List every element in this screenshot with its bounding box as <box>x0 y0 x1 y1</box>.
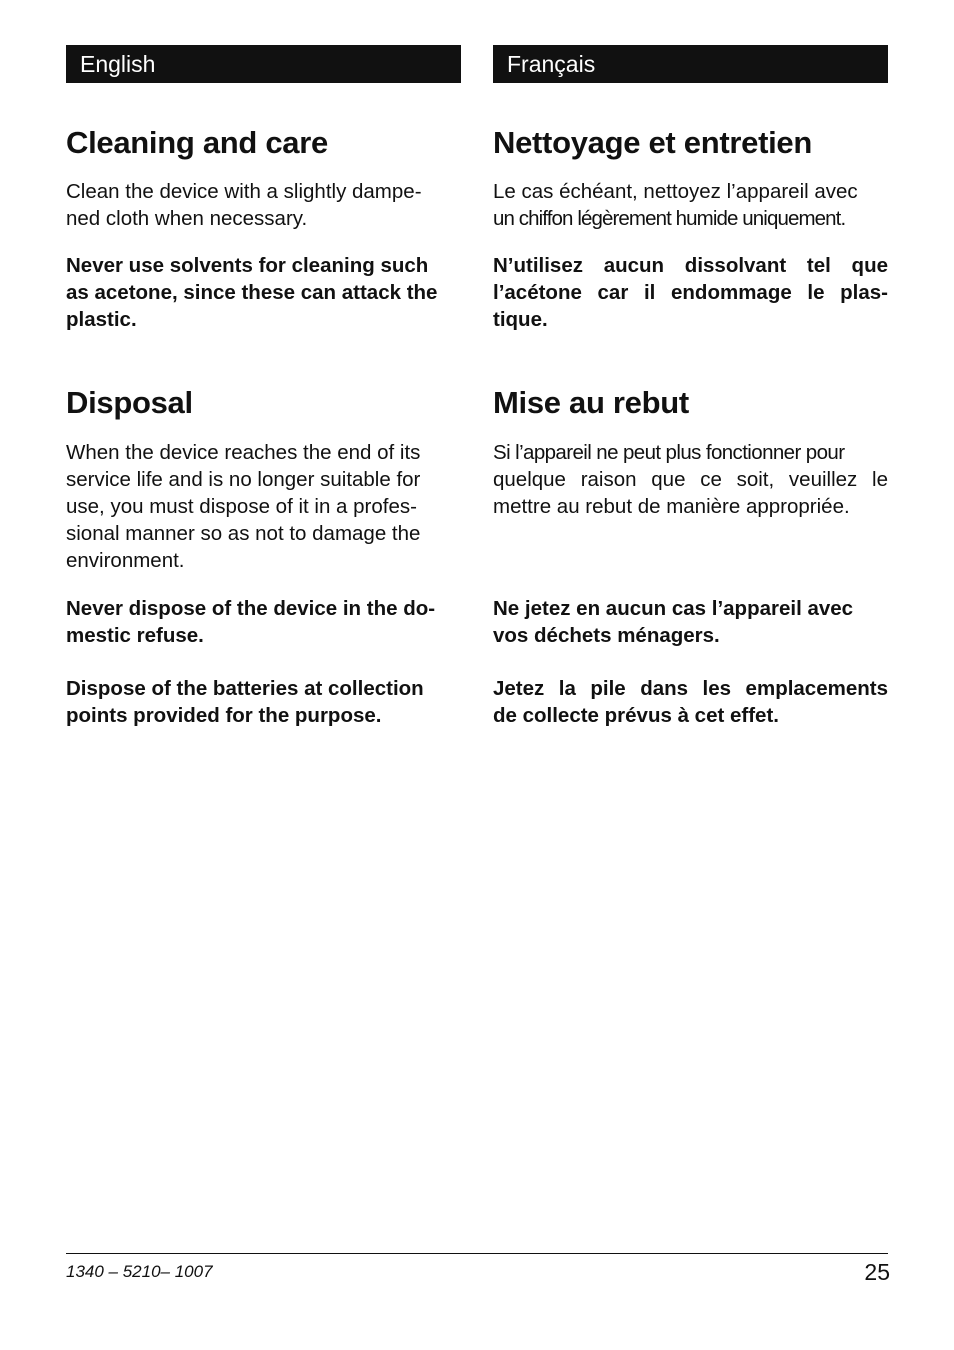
language-header-english: English <box>66 45 461 83</box>
cleaning-warning: Never use solvents for cleaning such as acetone, since these can attack the plastic. <box>66 254 438 331</box>
disposal-text: When the device reaches the end of its service life and is no longer suitable for use, you must dispose of it in a profes- sional manner so as not to damage the environment. <box>66 441 421 572</box>
english-column <box>66 45 461 727</box>
cleaning-title-fr: Nettoyage et entretien <box>493 125 812 160</box>
footer-divider <box>66 1253 888 1254</box>
language-header-french: Français <box>493 45 888 83</box>
disposal-warning-1: Never dispose of the device in the do- mestic refuse. <box>66 597 436 647</box>
disposal-title-fr: Mise au rebut <box>493 385 689 420</box>
cleaning-text-fr: Le cas échéant, nettoyez l’appareil avec un chiffon légèrement humide uniquement. <box>493 180 858 230</box>
disposal-warning-2: Dispose of the batteries at collection points provided for the purpose. <box>66 677 424 727</box>
disposal-warning-2-fr: Jetez la pile dans les emplacements de collecte prévus à cet effet. <box>493 677 888 727</box>
disposal-text-fr: Si l’appareil ne peut plus fonctionner pour quelque raison que ce soit, veuillez le mettre au rebut de manière appropriée. <box>493 441 888 518</box>
cleaning-warning-fr: N’utilisez aucun dissolvant tel que l’acétone car il endommage le plas- tique. <box>493 254 888 331</box>
page-number: 25 <box>864 1259 890 1285</box>
document-code: 1340 – 5210– 1007 <box>66 1262 213 1281</box>
cleaning-title: Cleaning and care <box>66 125 328 160</box>
disposal-title: Disposal <box>66 385 193 420</box>
disposal-warning-1-fr: Ne jetez en aucun cas l’appareil avec vos déchets ménagers. <box>493 597 854 647</box>
french-column <box>493 45 888 727</box>
cleaning-text: Clean the device with a slightly dampe- ned cloth when necessary. <box>66 180 422 230</box>
